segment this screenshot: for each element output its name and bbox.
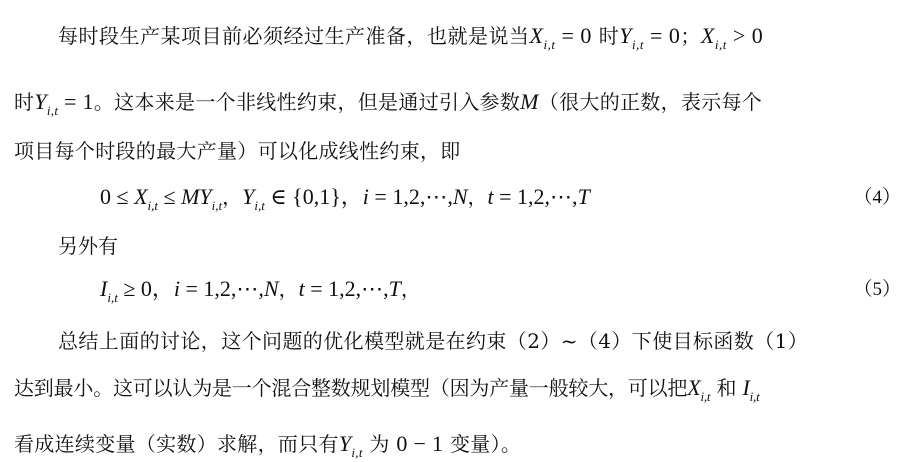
- word-shi: 时: [598, 24, 620, 48]
- para2-line2: [0, 372, 833, 405]
- var-x: X: [700, 23, 715, 48]
- sub-it: i,t: [107, 290, 118, 305]
- eq4-part-g: = 1,2,⋯,: [493, 184, 578, 209]
- equation-5: [0, 272, 919, 306]
- eq4-comma: ，: [222, 185, 243, 209]
- range-0-1: 0 − 1: [396, 431, 444, 456]
- var-i-cap: I: [742, 375, 750, 400]
- eq-zero: = 0: [555, 23, 592, 48]
- para2-line1: [0, 325, 877, 354]
- var-m: M: [520, 89, 539, 114]
- sub-it: i,t: [631, 37, 644, 52]
- equation-4: [0, 180, 919, 214]
- var-n: N: [263, 276, 279, 301]
- para2-line1-text: 总结上面的讨论，这个问题的优化模型就是在约束（2）~（4）下使目标函数（1）: [58, 329, 809, 353]
- var-y: Y: [242, 184, 255, 209]
- semicolon: ；: [680, 24, 701, 48]
- para1-line2-text: 。这本来是一个非线性约束，但是通过引入参数: [93, 90, 521, 114]
- para1-line1: [0, 20, 877, 53]
- sub-it: i,t: [46, 103, 59, 118]
- eq5-part-b: = 1,2,⋯,: [180, 276, 264, 301]
- para1-line2-text-end: （很大的正数，表示每个: [538, 90, 763, 114]
- var-t: t: [298, 276, 305, 301]
- gt-zero: > 0: [726, 23, 764, 48]
- var-n: N: [452, 184, 468, 209]
- eq4-part-b: ≤: [158, 184, 182, 209]
- word-he: 和: [716, 376, 737, 400]
- word-shi: 时: [14, 90, 35, 114]
- var-t: t: [487, 184, 494, 209]
- eq4-part-a: 0 ≤: [100, 184, 135, 209]
- word-wei: 为: [369, 432, 390, 456]
- para1-line3: [0, 135, 833, 164]
- var-i: i: [173, 276, 181, 301]
- sub-it: i,t: [254, 198, 265, 213]
- var-y: Y: [34, 89, 47, 114]
- var-tt: T: [577, 184, 590, 209]
- para2-line3: [0, 428, 833, 461]
- para2-line3-text-end: 变量）。: [449, 432, 522, 456]
- var-i: i: [362, 184, 369, 209]
- var-y: Y: [619, 23, 632, 48]
- sub-it: i,t: [714, 37, 727, 52]
- var-x: X: [529, 23, 544, 48]
- eq4-part-e: = 1,2,⋯,: [368, 184, 453, 209]
- eq5-comma: ，: [400, 277, 421, 301]
- sub-it: i,t: [700, 389, 711, 404]
- eq-one: = 1: [58, 89, 94, 114]
- var-i-cap: I: [100, 276, 108, 301]
- var-x: X: [687, 375, 701, 400]
- eq5-part-a: ≥ 0，: [117, 276, 174, 301]
- sub-it: i,t: [351, 445, 363, 460]
- para1-line3-text: 项目每个时段的最大产量）可以化成线性约束，即: [14, 139, 461, 163]
- eq5-comma: ，: [278, 277, 299, 301]
- another-line: [0, 230, 877, 259]
- para1-line1-text: 每时段生产某项目前必须经过生产准备，也就是说当: [58, 24, 530, 48]
- equation-number-4: （4）: [853, 187, 901, 208]
- sub-it: i,t: [749, 389, 760, 404]
- sub-it: i,t: [211, 198, 223, 213]
- another-text: 另外有: [58, 234, 118, 258]
- var-y: Y: [338, 431, 352, 456]
- eq5-part-d: = 1,2,⋯,: [304, 276, 389, 301]
- para1-line2: [0, 86, 833, 119]
- sub-it: i,t: [147, 198, 159, 213]
- para2-line2-text: 达到最小。这可以认为是一个混合整数规划模型（因为产量一般较大，可以把: [14, 376, 688, 400]
- var-my: MY: [181, 184, 212, 209]
- eq4-part-d: ∈ {0,1}，: [264, 184, 363, 209]
- eq4-comma: ，: [467, 185, 488, 209]
- para2-line3-text: 看成连续变量（实数）求解，而只有: [14, 432, 339, 456]
- equation-number-5: （5）: [853, 279, 901, 300]
- eq-zero: = 0: [643, 23, 681, 48]
- sub-it: i,t: [543, 37, 556, 52]
- var-x: X: [134, 184, 148, 209]
- var-tt: T: [388, 276, 401, 301]
